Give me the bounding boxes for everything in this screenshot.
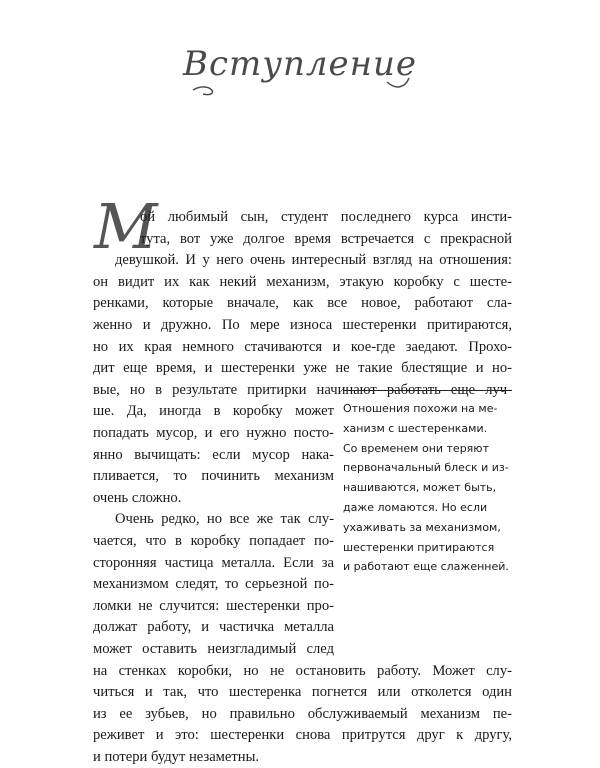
body-line: должат работу, и частичка металла xyxy=(93,619,334,636)
title-flourish-icon xyxy=(191,60,411,100)
body-line: может оставить неизгладимый след xyxy=(93,641,334,657)
chapter-title: Вступление xyxy=(182,44,418,84)
pull-quote-line: даже ломаются. Но если xyxy=(343,500,488,514)
drop-cap: М xyxy=(94,190,158,263)
body-line: тута, вот уже долгое время встречается с прекрасной xyxy=(140,230,512,247)
pull-quote-line: первоначальный блеск и из- xyxy=(343,461,509,475)
body-line: девушкой. И у него очень интересный взгляд на отношения: xyxy=(115,252,512,269)
pull-quote-line: Отношения похожи на ме- xyxy=(343,402,498,415)
pull-quote-line: нашиваются, может быть, xyxy=(343,481,497,495)
body-line: ой любимый сын, студент последнего курса инсти- xyxy=(140,209,512,225)
body-line: сторонняя частица металла. Если за xyxy=(93,554,334,571)
body-line: ломки не случится: шестеренки про- xyxy=(93,597,334,614)
body-line: янно вычищать: если мусор нака- xyxy=(93,446,334,463)
body-line: женно и дружно. По мере износа шестеренки притираются, xyxy=(93,317,512,333)
body-line: он видит их как некий механизм, этакую коробку с шесте- xyxy=(93,273,512,290)
pull-quote-line: шестеренки притираются xyxy=(343,540,495,554)
body-line: на стенках коробки, но не остановить работу. Может слу- xyxy=(93,662,512,679)
pull-quote-line: ухаживать за механизмом, xyxy=(343,520,501,534)
body-line: реживет и это: шестеренки снова притрутся друг к другу, xyxy=(93,727,512,744)
body-line: попадать мусор, и его нужно посто- xyxy=(93,425,334,441)
body-line: дит еще время, и шестеренки уже не такие блестящие и но- xyxy=(93,360,512,377)
body-line: из ее зубьев, но правильно обслуживаемый механизм пе- xyxy=(93,705,512,722)
pull-quote xyxy=(343,390,512,577)
body-line: читься и так, что шестеренка погнется или отколется один xyxy=(93,684,512,701)
body-line: Очень редко, но все же так слу- xyxy=(115,511,334,528)
body-line: очень сложно. xyxy=(93,489,182,506)
body-line: механизмом следят, то серьезной по- xyxy=(93,576,334,593)
body-line: чается, что в коробку попадает по- xyxy=(93,533,334,549)
pull-quote-line: Со временем они теряют xyxy=(343,441,489,455)
body-line: пливается, то починить механизм xyxy=(93,468,334,485)
body-line: ренками, которые вначале, как все новое, работают сла- xyxy=(93,295,512,312)
body-line: но их края немного стачиваются и кое-где заедают. Прохо- xyxy=(93,338,512,355)
pull-quote-line: ханизм с шестеренками. xyxy=(343,421,488,435)
pull-quote-line: и работают еще слаженней. xyxy=(343,560,509,574)
body-line: и потери будут незаметны. xyxy=(93,749,260,765)
body-line: вые, но в результате притирки начинают работать еще луч- xyxy=(93,381,512,398)
body-line: ше. Да, иногда в коробку может xyxy=(93,403,334,420)
